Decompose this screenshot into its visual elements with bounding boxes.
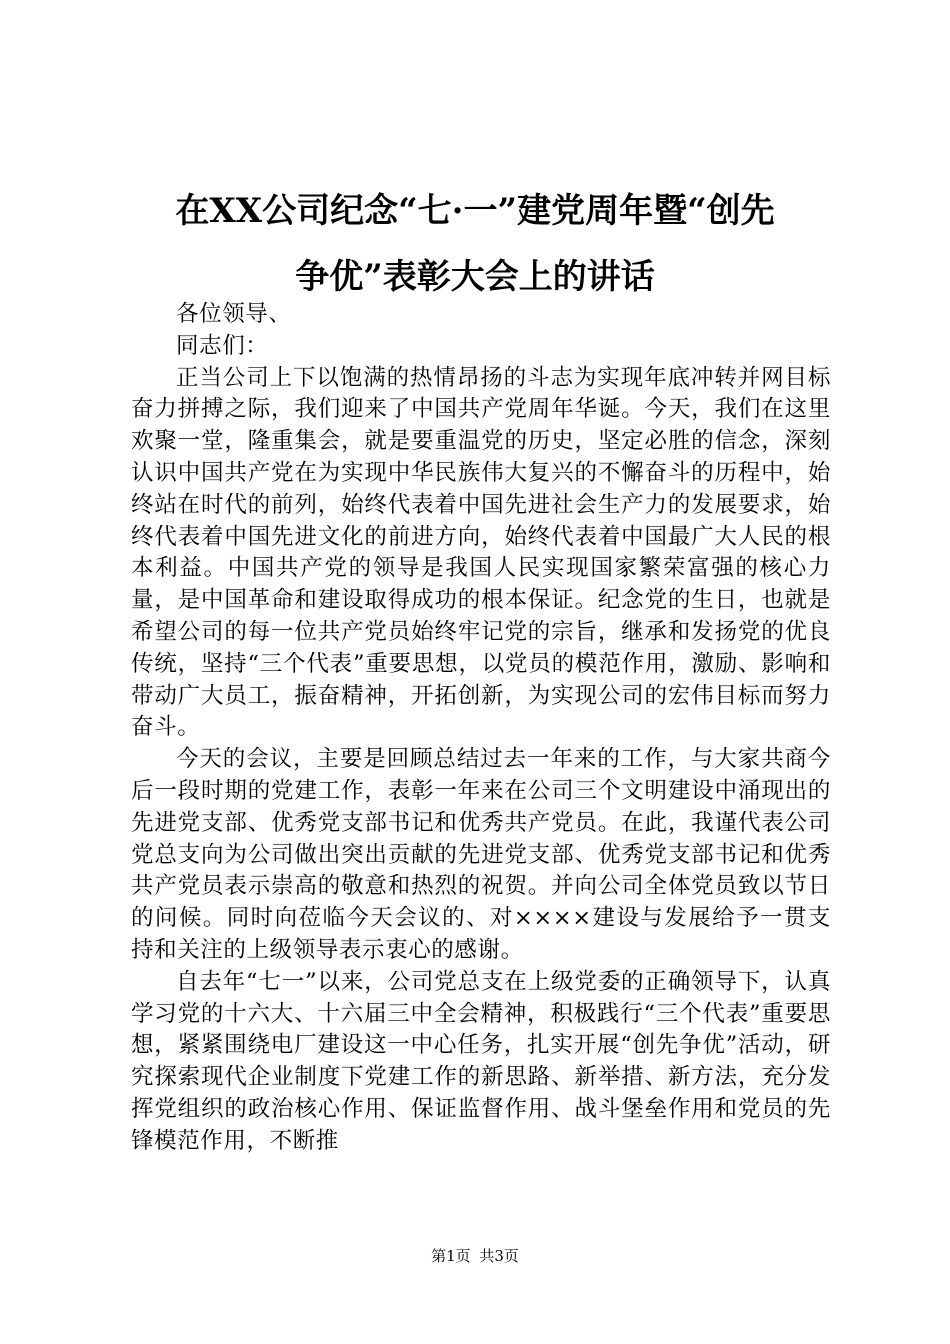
salutation-leaders: 各位领导、 xyxy=(176,301,292,327)
document-body xyxy=(131,299,831,1158)
paragraph-3: 自去年“七一”以来，公司党总支在上级党委的正确领导下，认真学习党的十六大、十六届三中全会精神，积极践行“三个代表”重要思想，紧紧围绕电厂建设这一中心任务，扎实开展“创先争优”活动，研究探索现代企业制度下党建工作的新思路、新举措、新方法，充分发挥党组织的政治核心作用、保证监督作用、战斗堡垒作用和党员的先锋模范作用，不断推 xyxy=(131,968,831,1154)
page-number: 第1页 共3页 xyxy=(431,1247,519,1265)
title-line-2: 争优”表彰大会上的讲话 xyxy=(295,257,655,297)
page-footer xyxy=(0,1246,950,1266)
paragraph-2: 今天的会议，主要是回顾总结过去一年来的工作，与大家共商今后一段时期的党建工作，表彰一年来在公司三个文明建设中涌现出的先进党支部、优秀党支部书记和优秀共产党员。在此，我谨代表公司党总支向为公司做出突出贡献的先进党支部、优秀党支部书记和优秀共产党员表示崇高的敬意和热烈的祝贺。并向公司全体党员致以节日的问候。同时向莅临今天会议的、对××××建设与发展给予一贯支持和关注的上级领导表示衷心的感谢。 xyxy=(131,746,831,963)
title-line-1: 在XX公司纪念“七·一”建党周年暨“创先 xyxy=(175,191,775,231)
salutation-comrades: 同志们： xyxy=(176,332,269,359)
document-title xyxy=(100,178,850,310)
paragraph-1: 正当公司上下以饱满的热情昂扬的斗志为实现年底冲转并网目标奋力拼搏之际，我们迎来了中国共产党周年华诞。今天，我们在这里欢聚一堂，隆重集会，就是要重温党的历史，坚定必胜的信念，深刻认识中国共产党在为实现中华民族伟大复兴的不懈奋斗的历程中，始终站在时代的前列，始终代表着中国先进社会生产力的发展要求，始终代表着中国先进文化的前进方向，始终代表着中国最广大人民的根本利益。中国共产党的领导是我国人民实现国家繁荣富强的核心力量，是中国革命和建设取得成功的根本保证。纪念党的生日，也就是希望公司的每一位共产党员始终牢记党的宗旨，继承和发扬党的优良传统，坚持“三个代表”重要思想，以党员的模范作用，激励、影响和带动广大员工，振奋精神，开拓创新，为实现公司的宏伟目标而努力奋斗。 xyxy=(131,364,831,741)
